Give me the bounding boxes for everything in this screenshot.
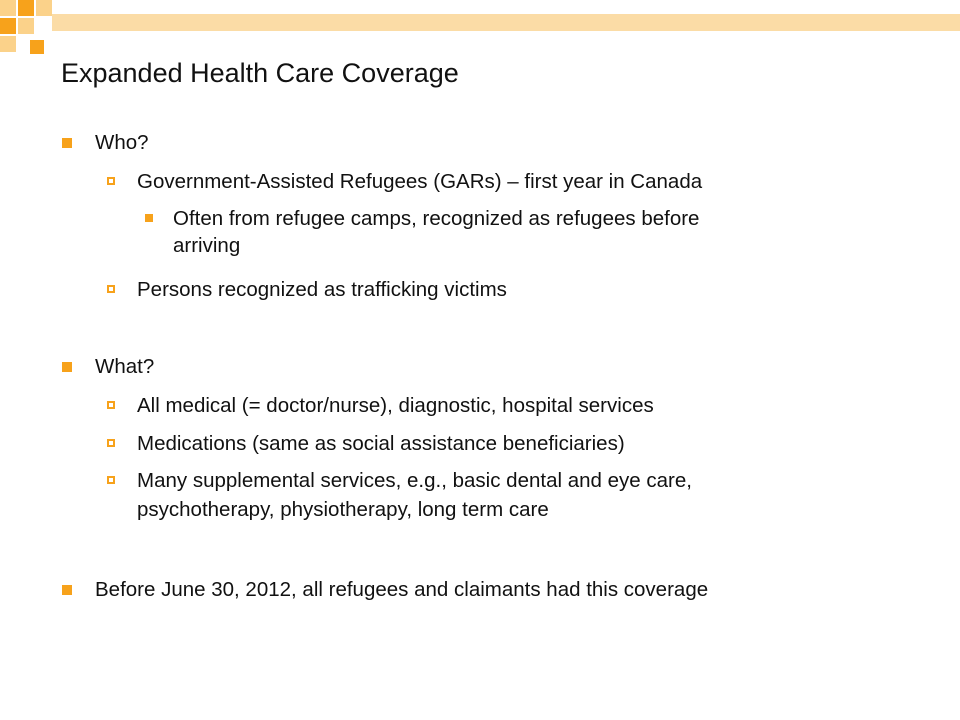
- hollow-square-bullet-icon: [107, 476, 115, 484]
- who-sub-item-line2: arriving: [173, 234, 241, 257]
- who-item-gars: Government-Assisted Refugees (GARs) – first year in Canada: [137, 170, 703, 193]
- what-item-medical: All medical (= doctor/nurse), diagnostic, hospital services: [137, 394, 654, 417]
- what-item-supplemental-line2: psychotherapy, physiotherapy, long term care: [137, 498, 549, 521]
- who-heading: Who?: [95, 131, 149, 154]
- who-item-trafficking: Persons recognized as trafficking victims: [137, 278, 507, 301]
- square-bullet-icon: [62, 362, 72, 372]
- who-sub-item-line1: Often from refugee camps, recognized as refugees before: [173, 207, 700, 230]
- what-item-medications: Medications (same as social assistance beneficiaries): [137, 432, 625, 455]
- hollow-square-bullet-icon: [107, 177, 115, 185]
- header-bar: [52, 14, 960, 31]
- what-item-supplemental-line1: Many supplemental services, e.g., basic dental and eye care,: [137, 469, 692, 492]
- square-bullet-icon: [62, 138, 72, 148]
- square-bullet-icon: [62, 585, 72, 595]
- what-heading: What?: [95, 355, 155, 378]
- slide-title: Expanded Health Care Coverage: [61, 58, 459, 88]
- small-square-bullet-icon: [145, 214, 153, 222]
- coverage-history-point: Before June 30, 2012, all refugees and claimants had this coverage: [95, 578, 709, 601]
- hollow-square-bullet-icon: [107, 401, 115, 409]
- hollow-square-bullet-icon: [107, 285, 115, 293]
- hollow-square-bullet-icon: [107, 439, 115, 447]
